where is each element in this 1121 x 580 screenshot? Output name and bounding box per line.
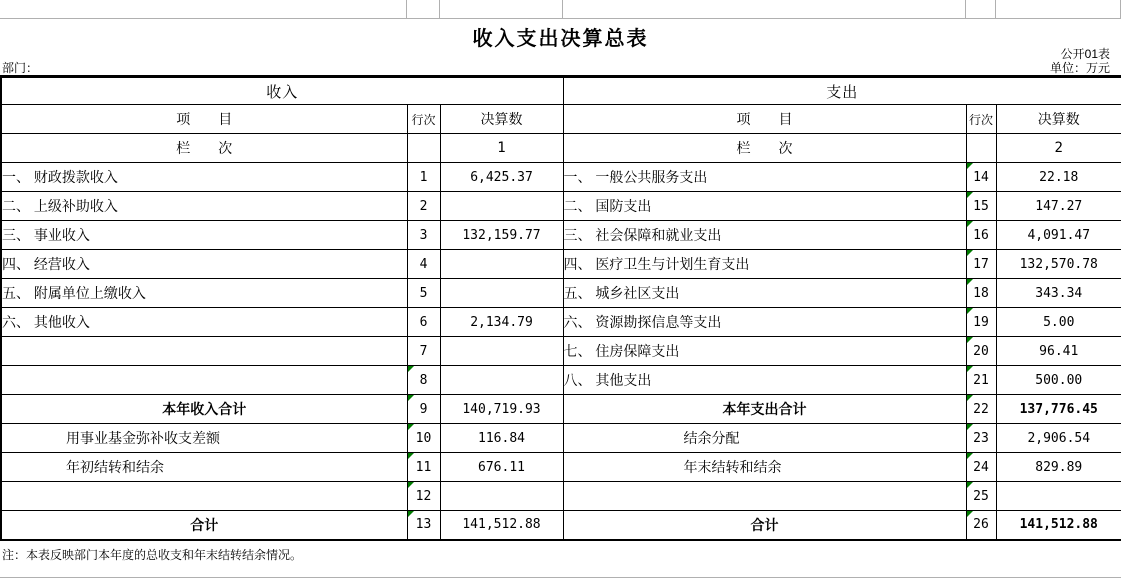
line-number-cell[interactable]: 8 xyxy=(407,366,440,395)
amount-cell[interactable]: 132,159.77 xyxy=(440,221,563,250)
item-cell[interactable]: 六、 其他收入 xyxy=(1,308,407,337)
table-row xyxy=(1,221,1121,250)
amount-cell[interactable]: 147.27 xyxy=(996,192,1121,221)
income-amount-header[interactable]: 决算数 xyxy=(440,105,563,134)
line-number-cell[interactable]: 15 xyxy=(966,192,996,221)
item-cell[interactable]: 六、 资源勘探信息等支出 xyxy=(563,308,966,337)
gridline xyxy=(562,0,563,18)
expense-column-number[interactable]: 2 xyxy=(996,134,1121,163)
line-number-cell[interactable]: 19 xyxy=(966,308,996,337)
line-number-cell[interactable]: 9 xyxy=(407,395,440,424)
table-row xyxy=(1,337,1121,366)
error-indicator-triangle xyxy=(408,395,414,401)
line-number-cell[interactable]: 21 xyxy=(966,366,996,395)
table-row xyxy=(1,424,1121,453)
amount-cell[interactable]: 676.11 xyxy=(440,453,563,482)
error-indicator-triangle xyxy=(967,337,973,343)
income-column-blank[interactable] xyxy=(407,134,440,163)
amount-cell[interactable]: 141,512.88 xyxy=(996,511,1121,540)
item-cell[interactable]: 五、 附属单位上缴收入 xyxy=(1,279,407,308)
amount-cell[interactable]: 132,570.78 xyxy=(996,250,1121,279)
gridline xyxy=(406,0,407,18)
income-item-header[interactable]: 项 目 xyxy=(1,105,407,134)
gridline xyxy=(965,0,966,18)
error-indicator-triangle xyxy=(408,424,414,430)
amount-cell[interactable]: 6,425.37 xyxy=(440,163,563,192)
error-indicator-triangle xyxy=(967,163,973,169)
amount-cell[interactable]: 500.00 xyxy=(996,366,1121,395)
line-number-cell[interactable]: 12 xyxy=(407,482,440,511)
income-line-header[interactable]: 行次 xyxy=(407,105,440,134)
error-indicator-triangle xyxy=(967,482,973,488)
line-number-cell[interactable]: 1 xyxy=(407,163,440,192)
table-row xyxy=(1,279,1121,308)
table-row xyxy=(1,395,1121,424)
line-number-cell[interactable]: 13 xyxy=(407,511,440,540)
amount-cell[interactable]: 343.34 xyxy=(996,279,1121,308)
footnote: 注：本表反映部门本年度的总收支和年末结转结余情况。 xyxy=(2,548,303,562)
expense-item-header[interactable]: 项 目 xyxy=(563,105,966,134)
item-cell[interactable]: 八、 其他支出 xyxy=(563,366,966,395)
line-number-cell[interactable]: 10 xyxy=(407,424,440,453)
amount-cell[interactable]: 141,512.88 xyxy=(440,511,563,540)
error-indicator-triangle xyxy=(967,366,973,372)
item-cell[interactable]: 结余分配 xyxy=(563,424,966,453)
table-row xyxy=(1,163,1121,192)
gridline xyxy=(0,577,1121,578)
amount-cell[interactable]: 2,906.54 xyxy=(996,424,1121,453)
amount-cell[interactable]: 96.41 xyxy=(996,337,1121,366)
department-label: 部门： xyxy=(2,61,39,75)
error-indicator-triangle xyxy=(967,511,973,517)
error-indicator-triangle xyxy=(967,192,973,198)
item-cell[interactable] xyxy=(1,366,407,395)
line-number-cell[interactable]: 16 xyxy=(966,221,996,250)
table-row xyxy=(1,366,1121,395)
line-number-cell[interactable]: 18 xyxy=(966,279,996,308)
line-number-cell[interactable]: 17 xyxy=(966,250,996,279)
amount-cell[interactable]: 4,091.47 xyxy=(996,221,1121,250)
amount-cell[interactable]: 2,134.79 xyxy=(440,308,563,337)
line-number-cell[interactable]: 3 xyxy=(407,221,440,250)
expense-section-header[interactable]: 支出 xyxy=(563,77,1121,105)
error-indicator-triangle xyxy=(408,453,414,459)
line-number-cell[interactable]: 14 xyxy=(966,163,996,192)
table-row xyxy=(1,482,1121,511)
amount-cell[interactable]: 140,719.93 xyxy=(440,395,563,424)
amount-cell[interactable] xyxy=(440,250,563,279)
line-number-cell[interactable]: 20 xyxy=(966,337,996,366)
item-cell[interactable] xyxy=(563,482,966,511)
item-cell[interactable]: 二、 上级补助收入 xyxy=(1,192,407,221)
item-cell[interactable] xyxy=(1,337,407,366)
gridline xyxy=(439,0,440,18)
table-row xyxy=(1,192,1121,221)
expense-column-blank[interactable] xyxy=(966,134,996,163)
income-section-header[interactable]: 收入 xyxy=(1,77,563,105)
line-number-cell[interactable]: 23 xyxy=(966,424,996,453)
section-header-row xyxy=(1,77,1121,105)
line-number-cell[interactable]: 26 xyxy=(966,511,996,540)
item-cell[interactable]: 五、 城乡社区支出 xyxy=(563,279,966,308)
error-indicator-triangle xyxy=(967,424,973,430)
item-cell[interactable]: 一、 一般公共服务支出 xyxy=(563,163,966,192)
item-cell[interactable]: 合计 xyxy=(563,511,966,540)
error-indicator-triangle xyxy=(408,366,414,372)
expense-column-label[interactable]: 栏 次 xyxy=(563,134,966,163)
item-cell[interactable]: 三、 社会保障和就业支出 xyxy=(563,221,966,250)
error-indicator-triangle xyxy=(967,279,973,285)
line-number-cell[interactable]: 22 xyxy=(966,395,996,424)
line-number-cell[interactable]: 25 xyxy=(966,482,996,511)
item-cell[interactable]: 三、 事业收入 xyxy=(1,221,407,250)
table-row xyxy=(1,511,1121,540)
error-indicator-triangle xyxy=(967,395,973,401)
error-indicator-triangle xyxy=(408,511,414,517)
expense-line-header[interactable]: 行次 xyxy=(966,105,996,134)
line-number-cell[interactable]: 7 xyxy=(407,337,440,366)
item-cell[interactable]: 合计 xyxy=(1,511,407,540)
column-number-row xyxy=(1,134,1121,163)
table-row xyxy=(1,250,1121,279)
item-cell[interactable]: 用事业基金弥补收支差额 xyxy=(1,424,407,453)
amount-cell[interactable] xyxy=(440,192,563,221)
error-indicator-triangle xyxy=(967,250,973,256)
amount-cell[interactable] xyxy=(996,482,1121,511)
line-number-cell[interactable]: 2 xyxy=(407,192,440,221)
amount-cell[interactable]: 829.89 xyxy=(996,453,1121,482)
table-row xyxy=(1,308,1121,337)
error-indicator-triangle xyxy=(408,482,414,488)
line-number-cell[interactable]: 24 xyxy=(966,453,996,482)
column-header-row xyxy=(1,105,1121,134)
error-indicator-triangle xyxy=(967,221,973,227)
page-title: 收入支出决算总表 xyxy=(472,28,649,50)
amount-cell[interactable]: 22.18 xyxy=(996,163,1121,192)
item-cell[interactable]: 四、 医疗卫生与计划生育支出 xyxy=(563,250,966,279)
income-column-label[interactable]: 栏 次 xyxy=(1,134,407,163)
amount-cell[interactable] xyxy=(440,279,563,308)
item-cell[interactable]: 年初结转和结余 xyxy=(1,453,407,482)
gridline xyxy=(0,18,1121,19)
amount-cell[interactable] xyxy=(440,337,563,366)
item-cell[interactable]: 一、 财政拨款收入 xyxy=(1,163,407,192)
item-cell[interactable]: 本年收入合计 xyxy=(1,395,407,424)
line-number-cell[interactable]: 6 xyxy=(407,308,440,337)
error-indicator-triangle xyxy=(967,308,973,314)
line-number-cell[interactable]: 11 xyxy=(407,453,440,482)
item-cell[interactable]: 四、 经营收入 xyxy=(1,250,407,279)
summary-table xyxy=(0,75,1121,541)
amount-cell[interactable] xyxy=(440,482,563,511)
form-number: 公开01表 xyxy=(1060,47,1110,61)
error-indicator-triangle xyxy=(967,453,973,459)
item-cell[interactable]: 年末结转和结余 xyxy=(563,453,966,482)
item-cell[interactable] xyxy=(1,482,407,511)
income-column-number[interactable]: 1 xyxy=(440,134,563,163)
item-cell[interactable]: 二、 国防支出 xyxy=(563,192,966,221)
line-number-cell[interactable]: 5 xyxy=(407,279,440,308)
line-number-cell[interactable]: 4 xyxy=(407,250,440,279)
amount-cell[interactable]: 5.00 xyxy=(996,308,1121,337)
expense-amount-header[interactable]: 决算数 xyxy=(996,105,1121,134)
gridline xyxy=(995,0,996,18)
amount-cell[interactable]: 137,776.45 xyxy=(996,395,1121,424)
item-cell[interactable]: 本年支出合计 xyxy=(563,395,966,424)
table-row xyxy=(1,453,1121,482)
amount-cell[interactable]: 116.84 xyxy=(440,424,563,453)
item-cell[interactable]: 七、 住房保障支出 xyxy=(563,337,966,366)
amount-cell[interactable] xyxy=(440,366,563,395)
unit-label: 单位：万元 xyxy=(1049,61,1110,75)
